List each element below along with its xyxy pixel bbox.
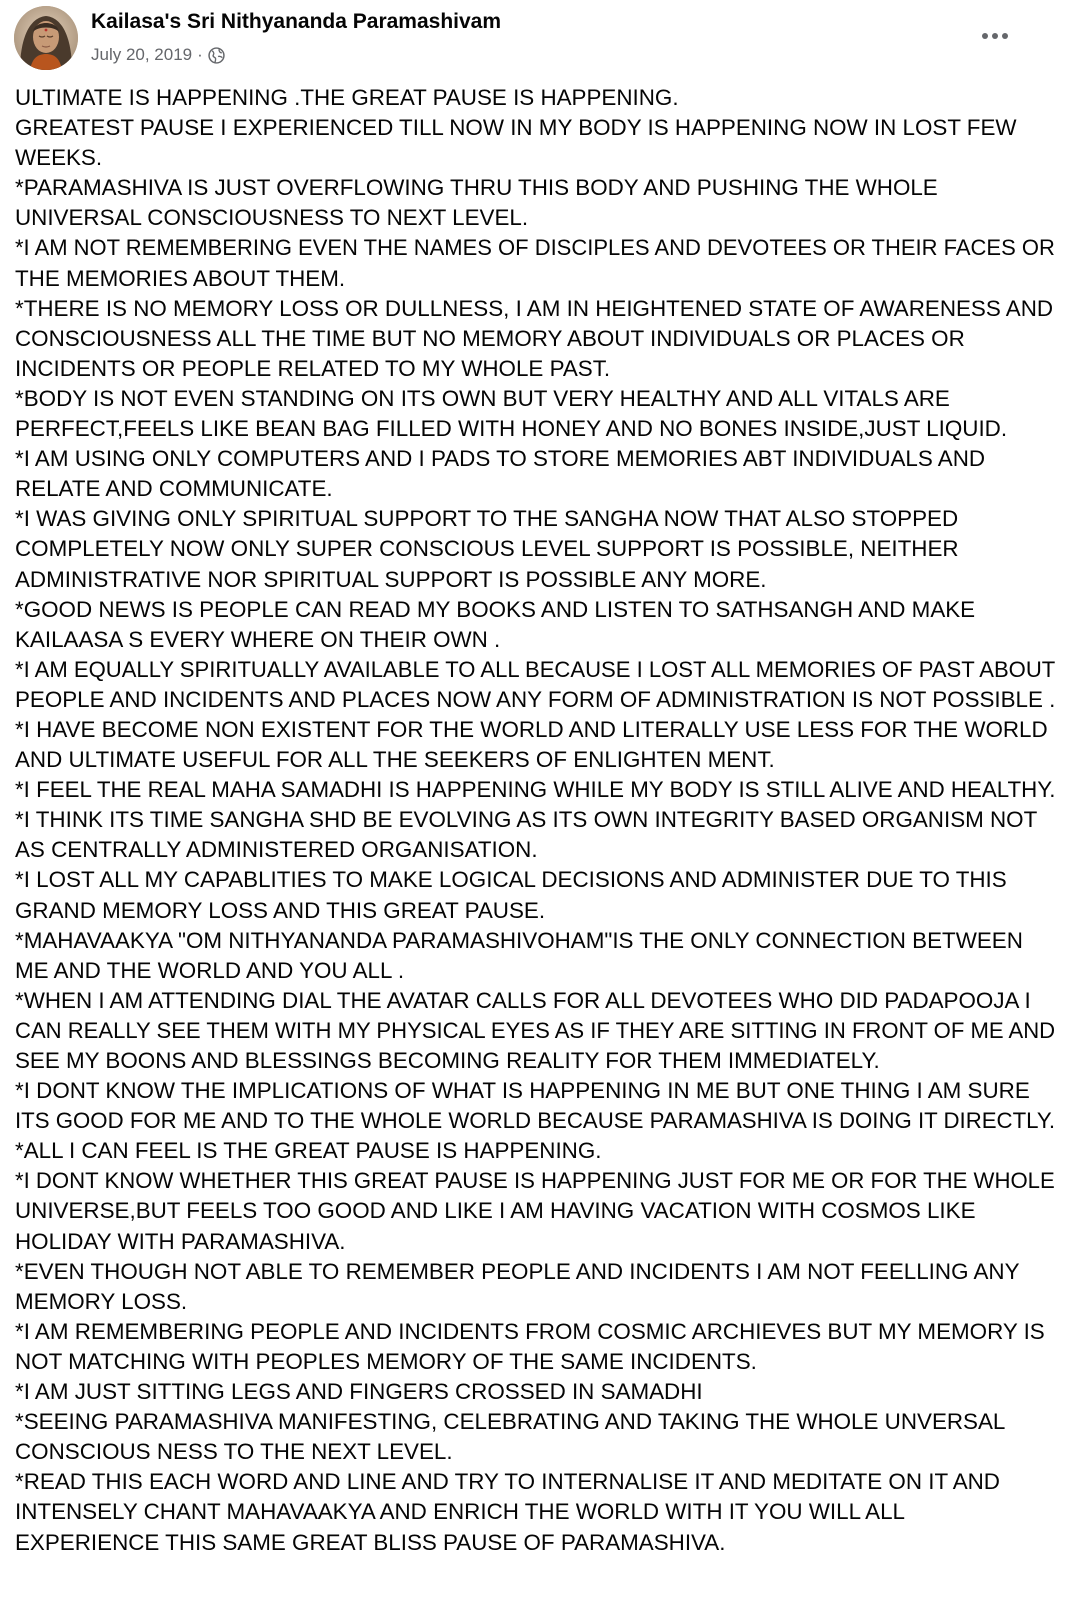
author-name[interactable]: Kailasa's Sri Nithyananda Paramashivam <box>91 10 502 33</box>
post-text-line: *READ THIS EACH WORD AND LINE AND TRY TO INTERNALISE IT AND MEDITATE ON IT AND <box>15 1469 1000 1495</box>
post-header <box>0 0 1069 80</box>
post-text-line: *THERE IS NO MEMORY LOSS OR DULLNESS, I AM IN HEIGHTENED STATE OF AWARENESS AND <box>15 295 1054 321</box>
post-text-line: *I DONT KNOW THE IMPLICATIONS OF WHAT IS HAPPENING IN ME BUT ONE THING I AM SURE <box>15 1078 1030 1104</box>
post-text-line: PEOPLE AND INCIDENTS AND PLACES NOW ANY FORM OF ADMINISTRATION IS NOT POSSIBLE . <box>15 686 1056 712</box>
post-text-line: ME AND THE WORLD AND YOU ALL . <box>15 957 405 983</box>
post-date[interactable]: July 20, 2019 <box>91 45 193 64</box>
post-text-line: *I LOST ALL MY CAPABLITIES TO MAKE LOGICAL DECISIONS AND ADMINISTER DUE TO THIS <box>15 867 1007 893</box>
post-text-line: *WHEN I AM ATTENDING DIAL THE AVATAR CALLS FOR ALL DEVOTEES WHO DID PADAPOOJA I <box>15 987 1031 1013</box>
post-text-line: AND ULTIMATE USEFUL FOR ALL THE SEEKERS OF ENLIGHTEN MENT. <box>15 747 775 773</box>
post-text-line: RELATE AND COMMUNICATE. <box>15 476 333 502</box>
post-text-line: PERFECT,FEELS LIKE BEAN BAG FILLED WITH HONEY AND NO BONES INSIDE,JUST LIQUID. <box>15 416 1008 442</box>
meta-separator: · <box>197 45 203 64</box>
post-text-line: ADMINISTRATIVE NOR SPIRITUAL SUPPORT IS POSSIBLE ANY MORE. <box>15 566 767 592</box>
post-text-line: *I AM USING ONLY COMPUTERS AND I PADS TO STORE MEMORIES ABT INDIVIDUALS AND <box>15 446 986 472</box>
post-text <box>15 83 1055 1558</box>
post-text-line: *I AM REMEMBERING PEOPLE AND INCIDENTS FROM COSMIC ARCHIEVES BUT MY MEMORY IS <box>15 1318 1045 1344</box>
post-text-line: AS CENTRALLY ADMINISTERED ORGANISATION. <box>15 837 538 863</box>
post-text-line: GREATEST PAUSE I EXPERIENCED TILL NOW IN MY BODY IS HAPPENING NOW IN LOST FEW <box>15 115 1017 141</box>
post-text-line: UNIVERSE,BUT FEELS TOO GOOD AND LIKE I AM HAVING VACATION WITH COSMOS LIKE <box>15 1198 976 1224</box>
post-text-line: KAILAASA S EVERY WHERE ON THEIR OWN . <box>15 626 501 652</box>
post-text-line: WEEKS. <box>15 145 103 171</box>
post-text-line: *I HAVE BECOME NON EXISTENT FOR THE WORLD AND LITERALLY USE LESS FOR THE WORLD <box>15 716 1048 742</box>
post-text-line: *PARAMASHIVA IS JUST OVERFLOWING THRU THIS BODY AND PUSHING THE WHOLE <box>15 175 938 201</box>
post-text-line: NOT MATCHING WITH PEOPLES MEMORY OF THE SAME INCIDENTS. <box>15 1348 757 1374</box>
post-text-line: CONSCIOUSNESS ALL THE TIME BUT NO MEMORY ABOUT INDIVIDUALS OR PLACES OR <box>15 325 965 351</box>
post-text-line: COMPLETELY NOW ONLY SUPER CONSCIOUS LEVEL SUPPORT IS POSSIBLE, NEITHER <box>15 536 959 562</box>
post-text-line: *I AM EQUALLY SPIRITUALLY AVAILABLE TO ALL BECAUSE I LOST ALL MEMORIES OF PAST ABOUT <box>15 656 1056 682</box>
avatar-portrait-icon <box>14 6 78 70</box>
post-text-line: CONSCIOUS NESS TO THE NEXT LEVEL. <box>15 1439 453 1465</box>
post-text-line: *I FEEL THE REAL MAHA SAMADHI IS HAPPENING WHILE MY BODY IS STILL ALIVE AND HEALTHY. <box>15 777 1056 803</box>
post-text-line: HOLIDAY WITH PARAMASHIVA. <box>15 1228 346 1254</box>
post-text-line: MEMORY LOSS. <box>15 1288 188 1314</box>
post-text-line: *I AM NOT REMEMBERING EVEN THE NAMES OF DISCIPLES AND DEVOTEES OR THEIR FACES OR <box>15 235 1055 261</box>
globe-icon[interactable] <box>208 47 225 64</box>
post-text-line: EXPERIENCE THIS SAME GREAT BLISS PAUSE OF PARAMASHIVA. <box>15 1529 726 1555</box>
post-text-line: SEE MY BOONS AND BLESSINGS BECOMING REALITY FOR THEM IMMEDIATELY. <box>15 1048 880 1073</box>
more-options-button[interactable] <box>972 18 1018 54</box>
more-options-icon <box>980 31 1010 41</box>
post-text-line: *I DONT KNOW WHETHER THIS GREAT PAUSE IS HAPPENING JUST FOR ME OR FOR THE WHOLE <box>15 1168 1055 1194</box>
avatar[interactable] <box>14 6 78 70</box>
post-text-line: ULTIMATE IS HAPPENING .THE GREAT PAUSE IS HAPPENING. <box>15 85 679 110</box>
post-text-line: *ALL I CAN FEEL IS THE GREAT PAUSE IS HAPPENING. <box>15 1138 602 1164</box>
post-text-line: *I WAS GIVING ONLY SPIRITUAL SUPPORT TO THE SANGHA NOW THAT ALSO STOPPED <box>15 506 959 532</box>
post-text-line: CAN REALLY SEE THEM WITH MY PHYSICAL EYES AS IF THEY ARE SITTING IN FRONT OF ME AND <box>15 1017 1056 1043</box>
post-meta <box>91 44 225 66</box>
post-text-line: INCIDENTS OR PEOPLE RELATED TO MY WHOLE PAST. <box>15 355 611 381</box>
post-text-line: GRAND MEMORY LOSS AND THIS GREAT PAUSE. <box>15 897 546 923</box>
post-text-line: INTENSELY CHANT MAHAVAAKYA AND ENRICH THE WORLD WITH IT YOU WILL ALL <box>15 1499 906 1525</box>
post-text-line: *SEEING PARAMASHIVA MANIFESTING, CELEBRATING AND TAKING THE WHOLE UNVERSAL <box>15 1409 1006 1435</box>
post-text-line: *EVEN THOUGH NOT ABLE TO REMEMBER PEOPLE AND INCIDENTS I AM NOT FEELLING ANY <box>15 1258 1020 1284</box>
post-text-line: *I THINK ITS TIME SANGHA SHD BE EVOLVING AS ITS OWN INTEGRITY BASED ORGANISM NOT <box>15 807 1038 833</box>
post-text-line: *MAHAVAAKYA "OM NITHYANANDA PARAMASHIVOHAM"IS THE ONLY CONNECTION BETWEEN <box>15 927 1023 953</box>
post-text-line: *GOOD NEWS IS PEOPLE CAN READ MY BOOKS AND LISTEN TO SATHSANGH AND MAKE <box>15 596 976 622</box>
post-text-line: UNIVERSAL CONSCIOUSNESS TO NEXT LEVEL. <box>15 205 529 231</box>
post-text-line: *BODY IS NOT EVEN STANDING ON ITS OWN BUT VERY HEALTHY AND ALL VITALS ARE <box>15 385 950 411</box>
post-text-line: ITS GOOD FOR ME AND TO THE WHOLE WORLD BECAUSE PARAMASHIVA IS DOING IT DIRECTLY. <box>15 1108 1056 1134</box>
post-text-line: THE MEMORIES ABOUT THEM. <box>15 265 346 291</box>
post-text-line: *I AM JUST SITTING LEGS AND FINGERS CROSSED IN SAMADHI <box>15 1379 703 1405</box>
